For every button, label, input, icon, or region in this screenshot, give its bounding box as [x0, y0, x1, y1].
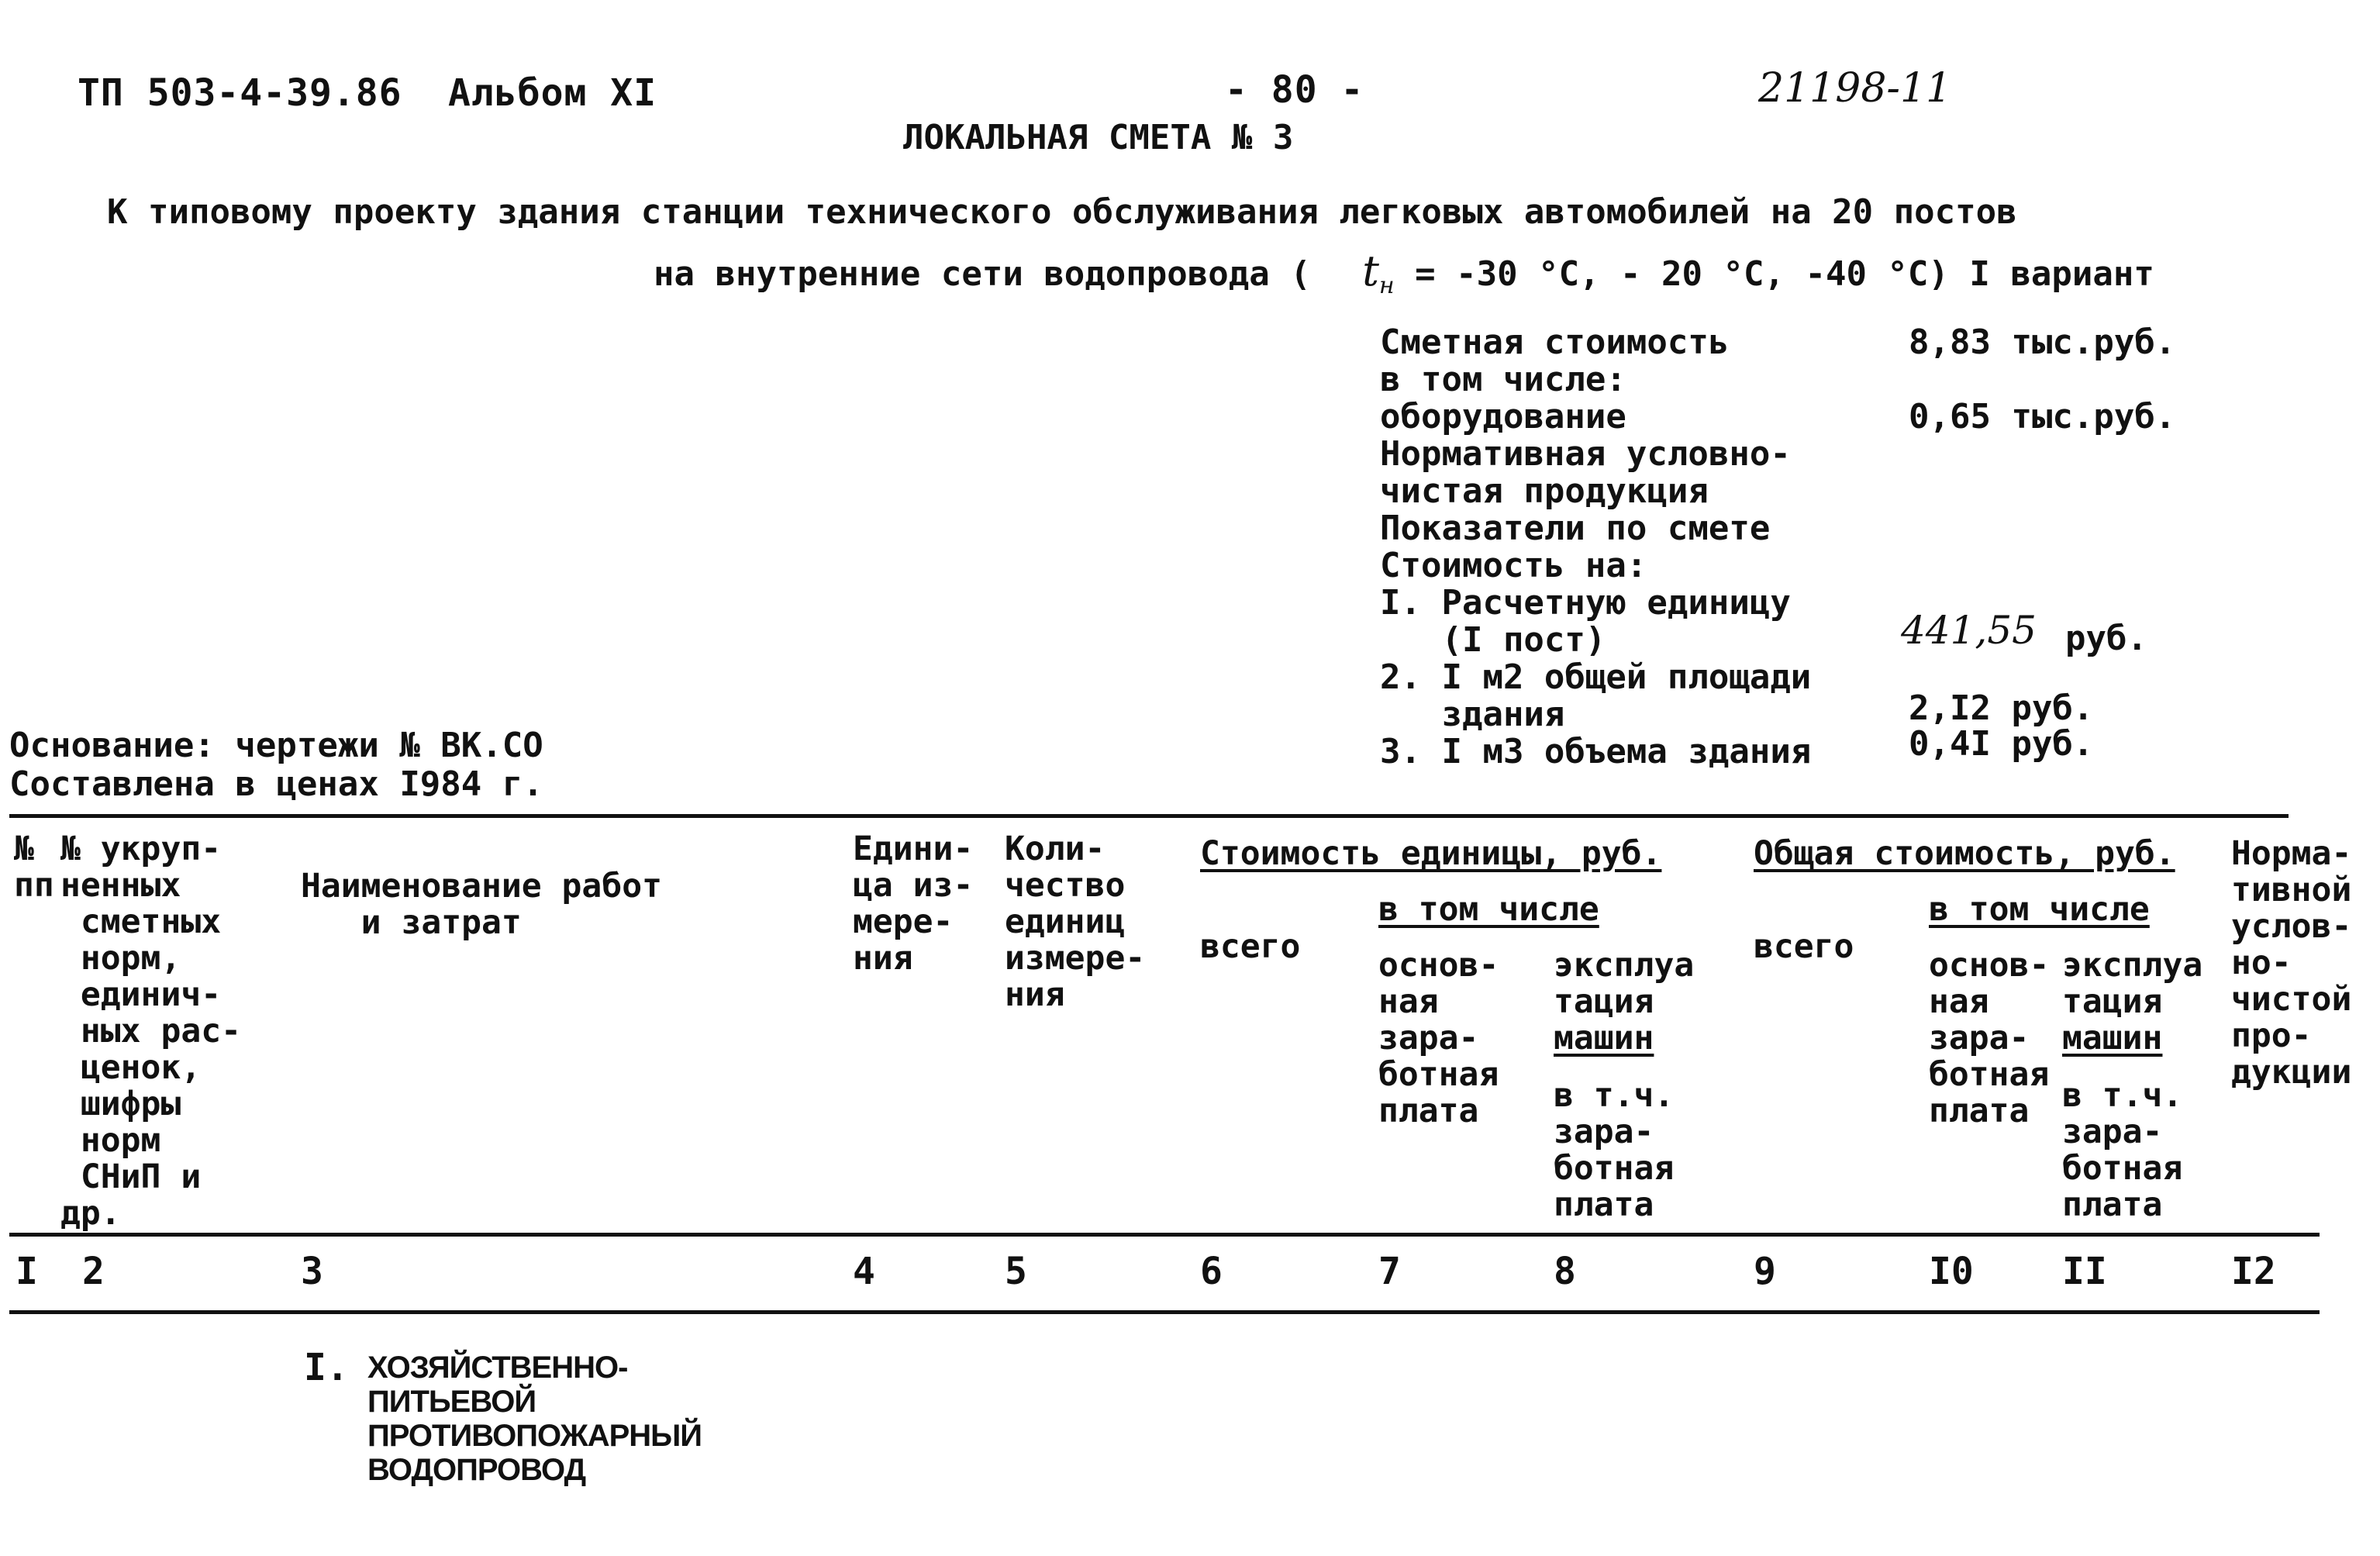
section-title	[367, 1351, 702, 1487]
machine-op-underlined: машин	[2062, 1019, 2163, 1057]
album-label: Альбом XI	[448, 71, 657, 115]
unit-cost-incl-label: в том числе	[1378, 890, 1599, 929]
section-number: I.	[304, 1346, 349, 1389]
machine-op-text: эксплуа тация	[2062, 946, 2203, 1021]
header-col-row-number: № пп	[14, 830, 54, 905]
col-number: 6	[1200, 1250, 1223, 1293]
basis-prices: Составлена в ценах I984 г.	[9, 764, 543, 804]
unit-cost-machine-op	[1554, 947, 1694, 1057]
col-number: I2	[2231, 1250, 2276, 1293]
total-cost-incl-wage: в т.ч. зара- ботная плата	[2062, 1076, 2183, 1224]
summary-line: I. Расчетную единицу	[1380, 583, 1791, 623]
summary-line: Нормативная условно-	[1380, 434, 1791, 474]
summary-labels	[1380, 324, 1811, 771]
col-number: 5	[1005, 1250, 1027, 1293]
header-col-unit: Едини- ца из- мере- ния	[853, 830, 974, 978]
subtitle-line-1: К типовому проекту здания станции технического обслуживания легковых автомобилей на 20 постов	[107, 192, 2017, 232]
basis-drawings: Основание: чертежи № ВК.СО	[9, 726, 543, 765]
total-cost-machine-op	[2062, 947, 2202, 1057]
unit-cost-basic-wage: основ- ная зара- ботная плата	[1378, 946, 1499, 1130]
col-number: 2	[82, 1250, 105, 1293]
table-top-rule	[9, 814, 2289, 818]
section-title-line: ПРОТИВОПОЖАРНЫЙ	[367, 1419, 702, 1453]
page-number: - 80 -	[1225, 68, 1364, 112]
col-number: 7	[1378, 1250, 1401, 1293]
table-header-bottom-rule	[9, 1233, 2320, 1237]
col-number: II	[2062, 1250, 2107, 1293]
summary-line: Сметная стоимость	[1380, 323, 1730, 362]
summary-line: 2. I м2 общей площади	[1380, 657, 1812, 697]
column-numbers-rule	[9, 1310, 2320, 1314]
machine-op-text: эксплуа тация	[1554, 946, 1695, 1021]
header-col-norm-code: № укруп- ненных сметных норм, единич- ных рас- ценок, шифры норм СНиП и др.	[60, 830, 241, 1233]
cost-total: 8,83 тыс.руб.	[1909, 323, 2176, 362]
per-unit-unit: руб.	[2065, 619, 2147, 658]
cost-per-m3: 0,4I руб.	[1909, 724, 2094, 764]
subtitle-prefix: на внутренние сети водопровода (	[654, 254, 1311, 294]
cost-per-m2: 2,I2 руб.	[1909, 688, 2094, 728]
col-number: 3	[301, 1250, 323, 1293]
cost-equipment: 0,65 тыс.руб.	[1909, 397, 2176, 436]
temperature-subscript: н	[1378, 272, 1395, 299]
subtitle-suffix: = -30 °С, - 20 °С, -40 °С) I вариант	[1415, 254, 2154, 294]
unit-cost-total-label: всего	[1200, 927, 1301, 966]
total-cost-basic-wage: основ- ная зара- ботная плата	[1929, 946, 2050, 1130]
summary-line: 3. I м3 объема здания	[1380, 732, 1812, 771]
section-title-line: ХОЗЯЙСТВЕННО-	[367, 1351, 628, 1385]
col-number: 9	[1754, 1250, 1776, 1293]
per-unit-value: 441,55	[1901, 608, 2037, 653]
total-cost-incl-label: в том числе	[1929, 890, 2150, 929]
col-number: I	[16, 1250, 38, 1293]
col-number: 8	[1554, 1250, 1576, 1293]
header-group-unit-cost: Стоимость единицы, руб.	[1200, 834, 1662, 873]
machine-op-underlined: машин	[1554, 1019, 1654, 1057]
subtitle-line-2	[654, 247, 2154, 299]
header-col-quantity: Коли- чество единиц измере- ния	[1005, 830, 1146, 1014]
header-group-total-cost: Общая стоимость, руб.	[1754, 834, 2175, 873]
section-title-line: ВОДОПРОВОД	[367, 1453, 586, 1487]
header-col-net-output: Норма- тивной услов- но- чистой про- дукции	[2231, 834, 2352, 1092]
header-col-work-name: Наименование работ и затрат	[301, 867, 662, 942]
document-title: ЛОКАЛЬНАЯ СМЕТА № 3	[903, 118, 1294, 157]
project-code: ТП 503-4-39.86	[78, 71, 402, 115]
summary-line: оборудование	[1380, 397, 1626, 436]
summary-line: чистая продукция	[1380, 471, 1709, 511]
section-title-line: ПИТЬЕВОЙ	[367, 1385, 536, 1419]
summary-line: Показатели по смете	[1380, 509, 1771, 548]
summary-line: здания	[1380, 695, 1565, 734]
summary-line: в том числе:	[1380, 360, 1626, 399]
summary-line: Стоимость на:	[1380, 546, 1647, 585]
unit-cost-incl-wage: в т.ч. зара- ботная плата	[1554, 1076, 1675, 1224]
summary-line: (I пост)	[1380, 620, 1606, 660]
document-number: 21198-11	[1758, 65, 1952, 112]
col-number: 4	[853, 1250, 875, 1293]
col-number: I0	[1929, 1250, 1974, 1293]
temperature-symbol: t	[1362, 247, 1379, 295]
total-cost-total-label: всего	[1754, 927, 1854, 966]
